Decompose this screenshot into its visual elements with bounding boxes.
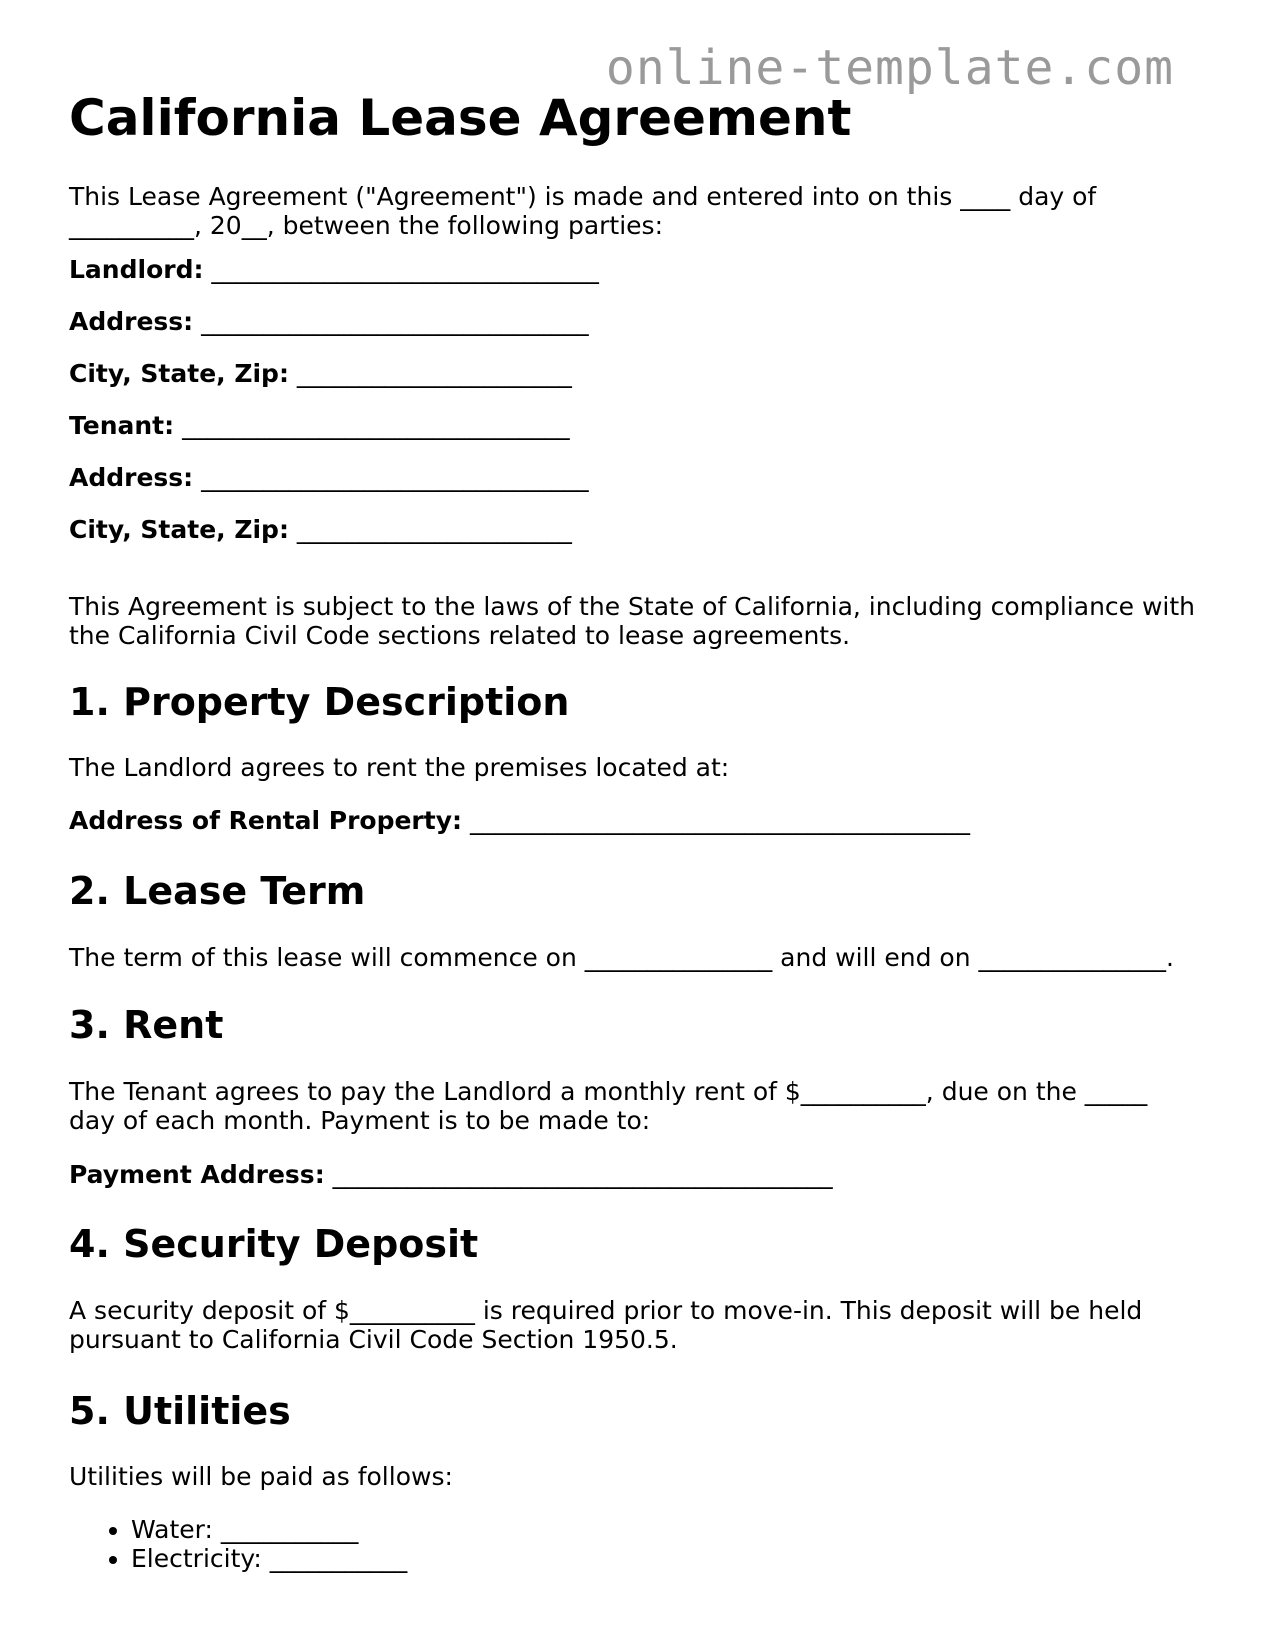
utilities-list	[69, 1515, 407, 1573]
field-label: City, State, Zip:	[69, 515, 289, 544]
section-heading-utilities: 5. Utilities	[69, 1389, 291, 1433]
payment-address-field	[69, 1160, 833, 1189]
field-blank: _______________________________	[201, 463, 589, 492]
governing-law-paragraph: This Agreement is subject to the laws of the State of California, including compliance with the California Civil Code sections related to lease agreements.	[69, 592, 1196, 650]
utilities-paragraph: Utilities will be paid as follows:	[69, 1462, 453, 1491]
field-blank: _______________________________	[201, 307, 589, 336]
landlord-city-state-zip-field	[69, 359, 572, 388]
field-label: City, State, Zip:	[69, 359, 289, 388]
deposit-paragraph: A security deposit of $__________ is required prior to move-in. This deposit will be held pursuant to California Civil Code Section 1950.5.	[69, 1296, 1143, 1354]
field-label: Address:	[69, 307, 194, 336]
landlord-address-field	[69, 307, 589, 336]
rental-address-field	[69, 806, 970, 835]
rent-paragraph: The Tenant agrees to pay the Landlord a monthly rent of $__________, due on the _____ day of each month. Payment is to be made to:	[69, 1077, 1148, 1135]
tenant-field	[69, 411, 570, 440]
watermark: online-template.com	[605, 40, 1174, 96]
section-heading-term: 2. Lease Term	[69, 869, 366, 913]
property-paragraph: The Landlord agrees to rent the premises located at:	[69, 753, 730, 782]
list-item: • Water: ___________	[131, 1515, 407, 1544]
field-label: Address of Rental Property:	[69, 806, 462, 835]
document-title: California Lease Agreement	[69, 89, 852, 147]
field-blank: ________________________________________	[332, 1160, 833, 1189]
field-label: Tenant:	[69, 411, 175, 440]
section-heading-deposit: 4. Security Deposit	[69, 1222, 479, 1266]
field-label: Landlord:	[69, 255, 204, 284]
section-heading-property: 1. Property Description	[69, 680, 570, 724]
term-paragraph: The term of this lease will commence on _______________ and will end on _______________.	[69, 943, 1174, 972]
landlord-field	[69, 255, 599, 284]
field-blank: ______________________	[296, 359, 572, 388]
tenant-city-state-zip-field	[69, 515, 572, 544]
section-heading-rent: 3. Rent	[69, 1003, 224, 1047]
field-label: Payment Address:	[69, 1160, 325, 1189]
field-blank: _______________________________	[182, 411, 570, 440]
field-blank: ______________________	[296, 515, 572, 544]
list-item: • Electricity: ___________	[131, 1544, 407, 1573]
field-label: Address:	[69, 463, 194, 492]
field-blank: ________________________________________	[469, 806, 970, 835]
field-blank: _______________________________	[211, 255, 599, 284]
intro-paragraph: This Lease Agreement ("Agreement") is made and entered into on this ____ day of __________, 20__, between the following parties:	[69, 182, 1097, 240]
tenant-address-field	[69, 463, 589, 492]
